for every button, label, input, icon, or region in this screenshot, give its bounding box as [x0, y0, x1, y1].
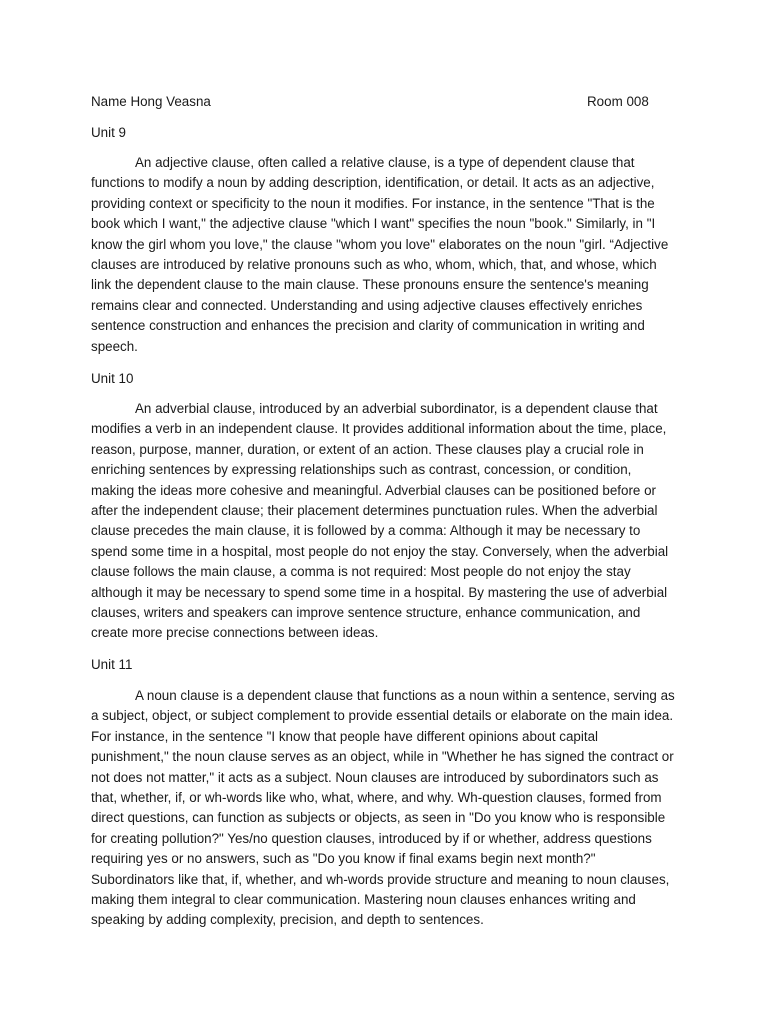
room-number: Room 008 [587, 94, 649, 109]
unit-9-paragraph: An adjective clause, often called a relative clause, is a type of dependent clause that functions to modify a noun by adding description, identification, or detail. It acts as an adjective, providing context or specificity to the noun it modifies. For instance, in the sentence "That is the book which I want," the adjective clause "which I want" specifies the noun "book." Similarly, in "I know the girl whom you love," the clause "whom you love" elaborates on the noun "girl. “Adjective clauses are introduced by relative pronouns such as who, whom, which, that, and whose, which link the dependent clause to the main clause. These pronouns ensure the sentence's meaning remains clear and connected. Understanding and using adjective clauses effectively enriches sentence construction and enhances the precision and clarity of communication in writing and speech. [91, 155, 669, 354]
unit-11-paragraph: A noun clause is a dependent clause that functions as a noun within a sentence, serving as a subject, object, or subject complement to provide essential details or elaborate on the main idea. For instance, in the sentence "I know that people have different opinions about capital punishment," the noun clause serves as an object, while in "Whether he has signed the contract or not does not matter," it acts as a subject. Noun clauses are introduced by subordinators such as that, whether, if, or wh-words like who, what, where, and why. Wh-question clauses, formed from direct questions, can function as subjects or objects, as seen in "Do you know who is responsible for creating pollution?" Yes/no question clauses, introduced by if or whether, address questions requiring yes or no answers, such as "Do you know if final exams begin next month?" Subordinators like that, if, whether, and wh-words provide structure and meaning to noun clauses, making them integral to clear communication. Mastering noun clauses enhances writing and speaking by adding complexity, precision, and depth to sentences. [91, 688, 675, 928]
unit-9-heading: Unit 9 [91, 125, 126, 140]
document-header [91, 92, 651, 112]
unit-10-heading: Unit 10 [91, 371, 134, 386]
unit-11-heading: Unit 11 [91, 657, 133, 672]
student-name: Name Hong Veasna [91, 94, 211, 109]
unit-10-paragraph: An adverbial clause, introduced by an adverbial subordinator, is a dependent clause that modifies a verb in an independent clause. It provides additional information about the time, place, reason, purpose, manner, duration, or extent of an action. These clauses play a crucial role in enriching sentences by expressing relationships such as contrast, concession, or condition, making the ideas more cohesive and meaningful. Adverbial clauses can be positioned before or after the independent clause; their placement determines punctuation rules. When the adverbial clause precedes the main clause, it is followed by a comma: Although it may be necessary to spend some time in a hospital, most people do not enjoy the stay. Conversely, when the adverbial clause follows the main clause, a comma is not required: Most people do not enjoy the stay although it may be necessary to spend some time in a hospital. By mastering the use of adverbial clauses, writers and speakers can improve sentence structure, enhance communication, and create more precise connections between ideas. [91, 401, 669, 641]
